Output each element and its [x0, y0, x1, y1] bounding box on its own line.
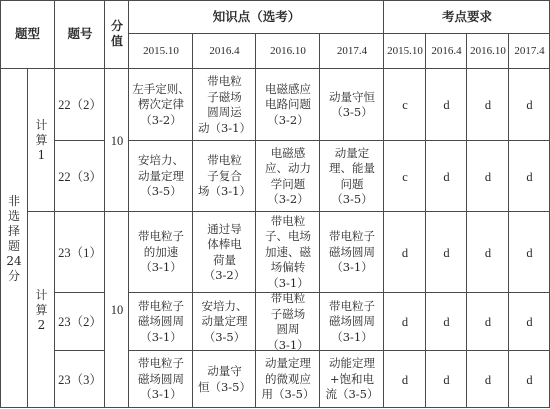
header-score: 分 值 — [110, 19, 123, 48]
level-cell: d — [526, 245, 533, 260]
section-score-2: 10 — [110, 303, 124, 317]
knowledge-cell: 带电粒 子复合 场（3-1） — [197, 153, 252, 199]
group-label: 非 选 择 题 24 分 — [6, 193, 22, 283]
level-cell: d — [443, 245, 450, 260]
row-number: 22（2） — [58, 98, 102, 112]
section-label-2: 计 算 2 — [35, 287, 48, 332]
knowledge-cell: 安培力、 动量定理 （3-5） — [138, 153, 184, 199]
knowledge-cell: 动量定 理、能量 问题 （3-5） — [329, 145, 375, 206]
knowledge-cell: 带电粒 子磁场 圆周 （3-1） — [267, 291, 309, 352]
level-cell: d — [443, 315, 450, 329]
level-cell: d — [484, 169, 492, 184]
section-score-1: 10 — [110, 133, 124, 148]
knowledge-cell: 动能定理 +饱和电 流（3-5） — [325, 356, 379, 402]
level-cell: d — [484, 372, 492, 387]
level-cell: d — [484, 315, 492, 329]
level-cell: d — [401, 372, 409, 387]
knowledge-cell: 安培力、 动量定理 （3-5） — [201, 298, 248, 344]
level-cell: d — [526, 98, 533, 112]
year-knowledge-2016-10: 2016.10 — [270, 45, 306, 57]
level-cell: d — [443, 169, 450, 184]
year-knowledge-2016-4: 2016.4 — [209, 45, 240, 57]
level-cell: d — [484, 98, 492, 112]
knowledge-cell: 带电粒子 磁场圆周 （3-1） — [138, 356, 184, 402]
knowledge-cell: 左手定则、 楞次定律 （3-2） — [132, 81, 190, 127]
knowledge-cell: 动量定理 的微观应 用（3-5） — [261, 356, 315, 402]
level-cell: d — [526, 372, 533, 387]
year-requirement-2017-4: 2017.4 — [514, 45, 545, 57]
row-number: 23（3） — [58, 372, 102, 387]
knowledge-cell: 通过导 体棒电 荷量 （3-2） — [203, 221, 246, 282]
year-knowledge-2017-4: 2017.4 — [336, 45, 368, 57]
knowledge-cell: 带电粒子 磁场圆周 （3-1） — [329, 298, 375, 344]
year-requirement-2015-10: 2015.10 — [387, 45, 423, 57]
year-requirement-2016-10: 2016.10 — [470, 45, 506, 57]
knowledge-cell: 带电粒子 磁场圆周 （3-1） — [138, 298, 184, 344]
row-number: 22（3） — [58, 169, 102, 184]
level-cell: d — [526, 315, 533, 329]
section-label-1: 计 算 1 — [35, 118, 48, 162]
level-cell: c — [402, 169, 408, 184]
level-cell: d — [484, 245, 492, 260]
knowledge-cell: 动量守恒 （3-5） — [329, 89, 375, 119]
knowledge-cell: 电磁感 应、动力 学问题 （3-2） — [265, 145, 311, 206]
knowledge-cell: 带电粒 子、电场 加速、磁 场偏转 （3-1） — [265, 213, 311, 290]
header-knowledge: 知识点（选考） — [212, 8, 301, 24]
year-requirement-2016-4: 2016.4 — [431, 45, 462, 57]
knowledge-cell: 带电粒子 的加速 （3-1） — [138, 229, 184, 275]
level-cell: d — [526, 169, 533, 184]
row-number: 23（2） — [58, 315, 102, 329]
year-knowledge-2015-10: 2015.10 — [143, 45, 179, 57]
row-number: 23（1） — [58, 245, 102, 260]
level-cell: d — [401, 315, 409, 329]
knowledge-cell: 电磁感应 电路问题 （3-2） — [265, 81, 311, 127]
header-number: 题号 — [67, 26, 93, 41]
level-cell: d — [443, 98, 450, 112]
knowledge-cell: 带电粒子 磁场圆周 （3-1） — [329, 229, 375, 275]
knowledge-cell: 动量守 恒（3-5） — [197, 364, 252, 394]
level-cell: d — [443, 372, 450, 387]
level-cell: c — [402, 98, 408, 112]
header-type: 题型 — [14, 26, 40, 41]
knowledge-cell: 带电粒 子磁场 圆周运 动（3-1） — [197, 74, 252, 135]
level-cell: d — [401, 245, 409, 260]
header-requirement: 考点要求 — [441, 8, 492, 24]
